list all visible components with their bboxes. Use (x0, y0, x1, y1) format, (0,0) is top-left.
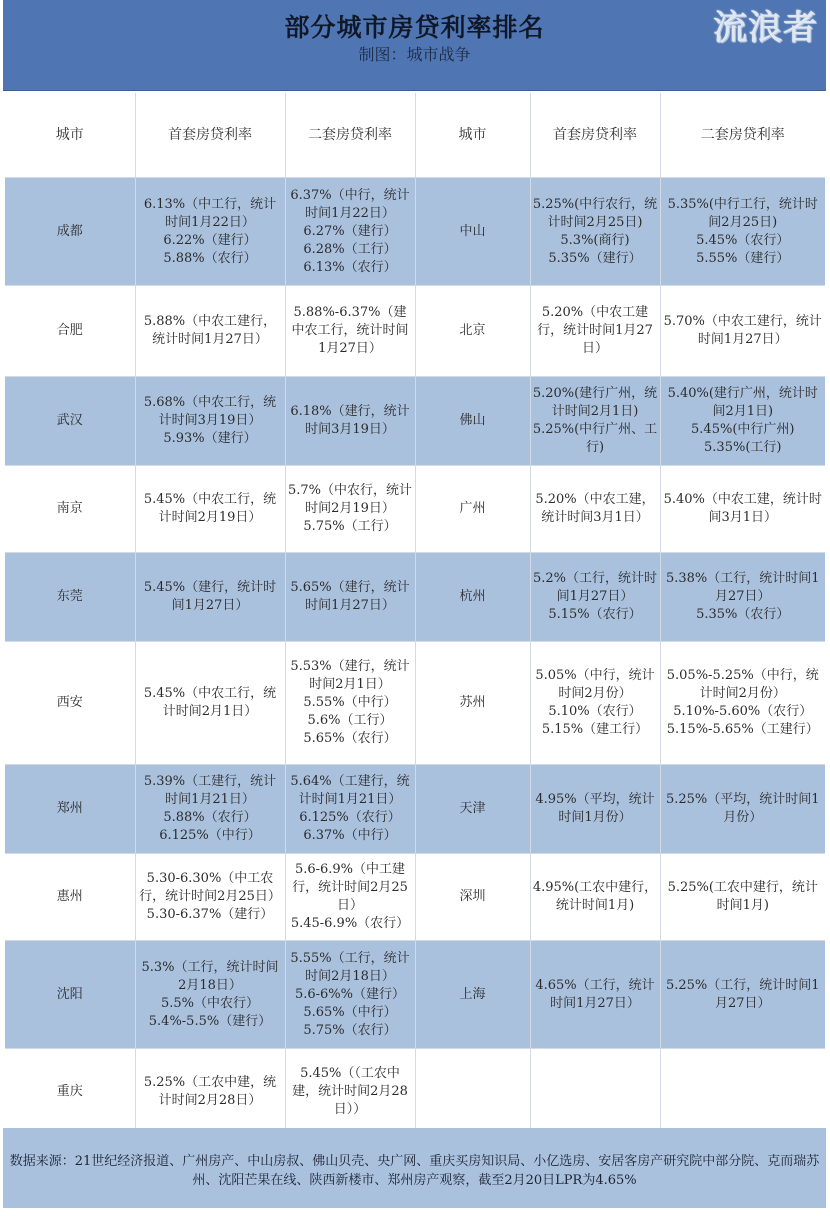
cell-second-rate-right: 5.25%(工农中建行，统计时间1月) (660, 854, 825, 941)
page-title: 部分城市房贷利率排名 (284, 13, 545, 42)
column-header-city-left: 城市 (5, 93, 135, 178)
cell-city-left: 沈阳 (5, 941, 135, 1049)
column-header-first-left: 首套房贷利率 (135, 93, 285, 178)
cell-second-rate-left: 5.65%（建行，统计时间1月27日） (285, 553, 415, 642)
table-row (5, 466, 825, 553)
cell-second-rate-right: 5.40%（中农工建，统计时间3月1日） (660, 466, 825, 553)
cell-first-rate-left: 5.39%（工建行，统计时间1月21日） 5.88%（农行） 6.125%（中行） (135, 765, 285, 854)
cell-first-rate-right (530, 1049, 660, 1136)
cell-second-rate-right: 5.40%(建行广州，统计时间2月1日) 5.45%(中行广州) 5.35%(工行) (660, 377, 825, 466)
cell-second-rate-left: 6.18%（建行，统计时间3月19日） (285, 377, 415, 466)
cell-city-right: 中山 (415, 178, 530, 286)
cell-second-rate-left: 5.64%（工建行，统计时间1月21日） 6.125%（农行） 6.37%（中行） (285, 765, 415, 854)
cell-first-rate-right: 5.05%（中行，统计时间2月份） 5.10%（农行） 5.15%（建工行） (530, 642, 660, 765)
cell-city-left: 重庆 (5, 1049, 135, 1136)
header-banner (3, 0, 826, 91)
cell-first-rate-left: 5.88%（中农工建行，统计时间1月27日） (135, 286, 285, 377)
cell-city-right: 上海 (415, 941, 530, 1049)
cell-first-rate-left: 5.30-6.30%（中工农行，统计时间2月25日）5.30-6.37%（建行） (135, 854, 285, 941)
cell-first-rate-left: 5.3%（工行，统计时间2月18日） 5.5%（中农行） 5.4%-5.5%（建行） (135, 941, 285, 1049)
rates-table (5, 93, 825, 1136)
cell-city-right: 北京 (415, 286, 530, 377)
cell-city-right: 广州 (415, 466, 530, 553)
table-row (5, 178, 825, 286)
cell-second-rate-right (660, 1049, 825, 1136)
column-header-second-right: 二套房贷利率 (660, 93, 825, 178)
cell-second-rate-right: 5.05%-5.25%（中行，统计时间2月份） 5.10%-5.60%（农行） 5.15%-5.65%（工建行） (660, 642, 825, 765)
cell-city-left: 郑州 (5, 765, 135, 854)
cell-second-rate-right: 5.70%（中农工建行，统计时间1月27日） (660, 286, 825, 377)
cell-first-rate-right: 5.2%（工行，统计时间1月27日） 5.15%（农行） (530, 553, 660, 642)
cell-second-rate-right: 5.25%（平均，统计时间1月份） (660, 765, 825, 854)
cell-first-rate-right: 4.95%(工农中建行，统计时间1月) (530, 854, 660, 941)
table-row (5, 642, 825, 765)
cell-second-rate-left: 5.6-6.9%（中工建行，统计时间2月25日） 5.45-6.9%（农行） (285, 854, 415, 941)
cell-first-rate-right: 4.65%（工行，统计时间1月27日） (530, 941, 660, 1049)
cell-first-rate-right: 5.20%(建行广州，统计时间2月1日) 5.25%(中行广州、工行) (530, 377, 660, 466)
cell-first-rate-right: 4.95%（平均，统计时间1月份） (530, 765, 660, 854)
cell-first-rate-right: 5.25%(中行农行，统计时间2月25日) 5.3%(商行) 5.35%（建行） (530, 178, 660, 286)
table-row (5, 377, 825, 466)
cell-second-rate-left: 5.45%（（工农中建，统计时间2月28日）） (285, 1049, 415, 1136)
cell-city-right: 佛山 (415, 377, 530, 466)
rates-table-body (5, 93, 825, 1136)
cell-city-left: 惠州 (5, 854, 135, 941)
cell-second-rate-right: 5.25%（工行，统计时间1月27日） (660, 941, 825, 1049)
cell-city-left: 南京 (5, 466, 135, 553)
cell-first-rate-left: 5.45%（中农工行，统计时间2月1日） (135, 642, 285, 765)
cell-city-left: 西安 (5, 642, 135, 765)
cell-first-rate-left: 5.45%（建行，统计时间1月27日） (135, 553, 285, 642)
column-header-first-right: 首套房贷利率 (530, 93, 660, 178)
cell-city-right: 苏州 (415, 642, 530, 765)
table-row (5, 941, 825, 1049)
cell-city-right: 天津 (415, 765, 530, 854)
cell-city-left: 成都 (5, 178, 135, 286)
page-subtitle: 制图：城市战争 (358, 45, 471, 64)
cell-first-rate-left: 5.68%（中农工行，统计时间3月19日） 5.93%（建行） (135, 377, 285, 466)
cell-first-rate-left: 5.45%（中农工行，统计时间2月19日） (135, 466, 285, 553)
cell-first-rate-right: 5.20%（中农工建，统计时间3月1日） (530, 466, 660, 553)
cell-first-rate-left: 6.13%（中工行，统计时间1月22日） 6.22%（建行） 5.88%（农行） (135, 178, 285, 286)
cell-city-right: 杭州 (415, 553, 530, 642)
table-row (5, 854, 825, 941)
cell-second-rate-left: 5.53%（建行，统计时间2月1日） 5.55%（中行） 5.6%（工行） 5.65%（农行） (285, 642, 415, 765)
column-header-city-right: 城市 (415, 93, 530, 178)
cell-city-left: 武汉 (5, 377, 135, 466)
cell-second-rate-left: 5.55%（工行，统计时间2月18日） 5.6-6%%（建行） 5.65%（中行） 5.75%（农行） (285, 941, 415, 1049)
table-row (5, 553, 825, 642)
column-header-second-left: 二套房贷利率 (285, 93, 415, 178)
table-row (5, 1049, 825, 1136)
table-row (5, 286, 825, 377)
cell-city-left: 东莞 (5, 553, 135, 642)
cell-city-right (415, 1049, 530, 1136)
cell-second-rate-left: 5.7%（中农行，统计时间2月19日） 5.75%（工行） (285, 466, 415, 553)
cell-city-right: 深圳 (415, 854, 530, 941)
cell-second-rate-right: 5.38%（工行，统计时间1月27日） 5.35%（农行） (660, 553, 825, 642)
watermark-logo: 流浪者 (713, 8, 818, 48)
cell-first-rate-right: 5.20%（中农工建行，统计时间1月27日） (530, 286, 660, 377)
cell-city-left: 合肥 (5, 286, 135, 377)
cell-second-rate-right: 5.35%(中行工行，统计时间2月25日) 5.45%（农行） 5.55%（建行） (660, 178, 825, 286)
cell-second-rate-left: 5.88%-6.37%（建中农工行，统计时间1月27日） (285, 286, 415, 377)
data-source-footer: 数据来源：21世纪经济报道、广州房产、中山房叔、佛山贝壳、央广网、重庆买房知识局、小亿选房、安居客房产研究院中部分院、克而瑞苏州、沈阳芒果在线、陕西新楼市、郑州房产观察，截至2月20日LPR为4.65% (3, 1128, 826, 1208)
cell-first-rate-left: 5.25%（工农中建，统计时间2月28日） (135, 1049, 285, 1136)
cell-second-rate-left: 6.37%（中行，统计时间1月22日） 6.27%（建行） 6.28%（工行） 6.13%（农行） (285, 178, 415, 286)
table-row (5, 765, 825, 854)
table-header-row (5, 93, 825, 178)
